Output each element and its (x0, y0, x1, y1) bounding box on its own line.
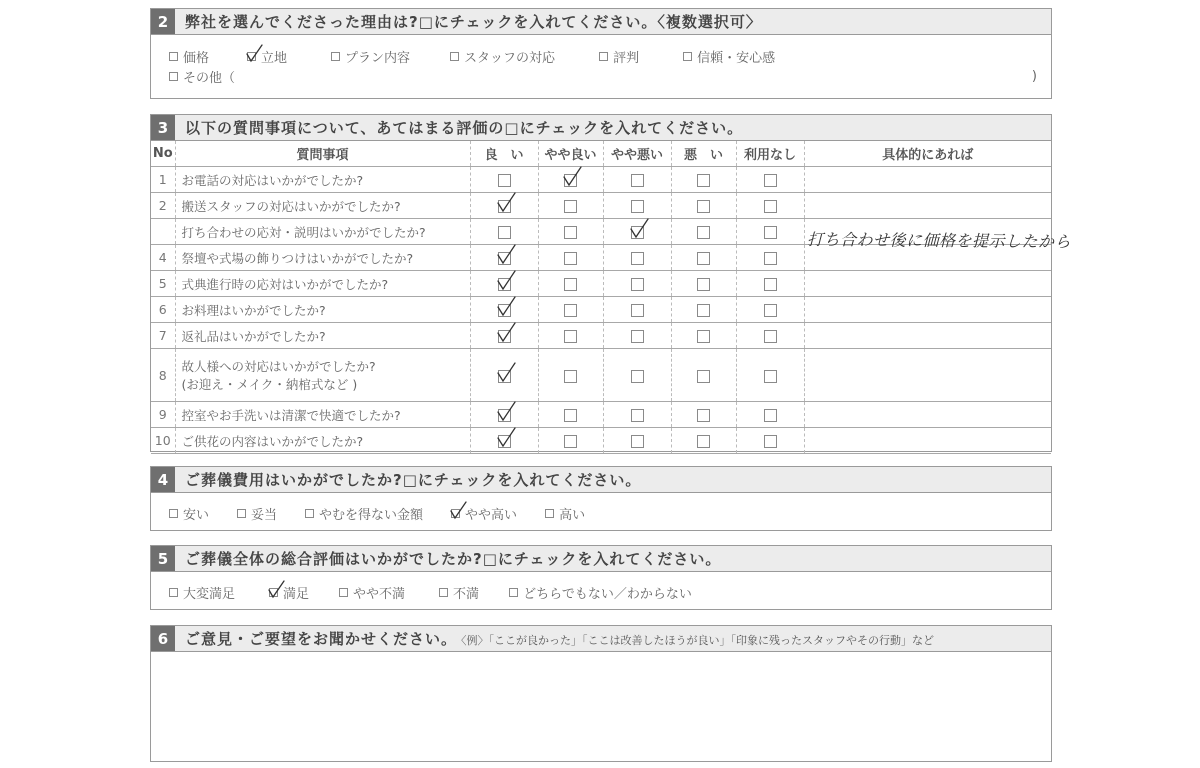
option-sec5-2[interactable] (339, 583, 405, 602)
section-4-options (151, 503, 1051, 523)
rating-cell (470, 167, 538, 193)
rating-cell (671, 402, 736, 428)
rating-checkbox[interactable] (498, 370, 511, 383)
question-text: お料理はいかがでしたか? (181, 302, 326, 318)
row-number: 4 (151, 245, 175, 271)
section-2 (150, 8, 1052, 99)
section-3-header (151, 115, 1051, 141)
rating-table-body (151, 167, 1051, 454)
section-4-header (151, 467, 1051, 493)
checkbox[interactable] (305, 509, 314, 518)
checkbox[interactable] (237, 509, 246, 518)
checkbox[interactable] (169, 588, 178, 597)
rating-cell (538, 402, 603, 428)
rating-checkbox[interactable] (697, 370, 710, 383)
rating-checkbox[interactable] (564, 278, 577, 291)
check-mark-icon (495, 191, 517, 215)
rating-cell (470, 349, 538, 402)
comment-area[interactable] (151, 652, 1051, 760)
rating-cell (603, 402, 671, 428)
rating-cell (736, 428, 804, 454)
checkbox[interactable] (339, 588, 348, 597)
option-sec2-5[interactable] (683, 47, 775, 66)
checkbox[interactable] (599, 52, 608, 61)
rating-cell (671, 349, 736, 402)
rating-cell (671, 323, 736, 349)
question-text: 返礼品はいかがでしたか? (181, 328, 326, 344)
question-text: 控室やお手洗いは清潔で快適でしたか? (181, 407, 401, 423)
rating-checkbox[interactable] (564, 435, 577, 448)
option-sec4-3[interactable] (451, 504, 517, 523)
rating-cell (736, 193, 804, 219)
section-2-other-row (151, 66, 1051, 86)
rating-cell (470, 402, 538, 428)
rating-cell (736, 167, 804, 193)
row-number (151, 219, 175, 245)
rating-cell (470, 428, 538, 454)
checkbox[interactable] (509, 588, 518, 597)
section-5-options (151, 582, 1051, 602)
rating-checkbox[interactable] (564, 304, 577, 317)
check-mark-icon (495, 295, 517, 319)
section-6 (150, 625, 1052, 762)
option-label: 価格 (183, 50, 210, 66)
option-label: 立地 (261, 50, 288, 66)
rating-cell (603, 271, 671, 297)
table-row (151, 297, 1051, 323)
rating-checkbox[interactable] (764, 174, 777, 187)
note-cell[interactable] (804, 193, 1051, 219)
section-5 (150, 545, 1052, 610)
row-number: 6 (151, 297, 175, 323)
rating-checkbox[interactable] (631, 252, 644, 265)
option-label: どちらでもない／わからない (523, 586, 692, 602)
rating-checkbox[interactable] (498, 200, 511, 213)
rating-cell (470, 271, 538, 297)
rating-table-header (151, 141, 1051, 167)
other-close-paren: ) (1031, 68, 1037, 84)
check-mark-icon (495, 269, 517, 293)
rating-checkbox[interactable] (697, 252, 710, 265)
rating-cell (470, 219, 538, 245)
rating-cell (538, 219, 603, 245)
table-header-3: やや良い (538, 141, 603, 167)
rating-checkbox[interactable] (631, 330, 644, 343)
table-header-4: やや悪い (603, 141, 671, 167)
rating-checkbox[interactable] (498, 409, 511, 422)
table-row (151, 402, 1051, 428)
rating-checkbox[interactable] (631, 200, 644, 213)
rating-checkbox[interactable] (697, 330, 710, 343)
section-4 (150, 466, 1052, 531)
checkbox[interactable] (269, 588, 278, 597)
rating-checkbox[interactable] (498, 330, 511, 343)
table-row (151, 193, 1051, 219)
handwritten-note: 打ち合わせ後に価格を提示したから (806, 229, 1072, 252)
note-cell[interactable] (804, 402, 1051, 428)
row-number: 2 (151, 193, 175, 219)
option-sec5-0[interactable] (169, 583, 235, 602)
section-2-title: 弊社を選んでくださった理由は?□にチェックを入れてください。〈複数選択可〉 (185, 13, 762, 31)
section-3-number: 3 (151, 115, 175, 140)
rating-cell (671, 428, 736, 454)
option-label: やや高い (465, 507, 518, 523)
rating-cell (538, 349, 603, 402)
section-4-title: ご葬儀費用はいかがでしたか?□にチェックを入れてください。 (185, 471, 642, 489)
option-sec5-1[interactable] (269, 583, 309, 602)
rating-cell (538, 193, 603, 219)
question-text: 搬送スタッフの対応はいかがでしたか? (181, 198, 401, 214)
rating-checkbox[interactable] (564, 252, 577, 265)
question-text: 故人様への対応はいかがでしたか? (181, 359, 376, 374)
row-number: 8 (151, 349, 175, 402)
option-label: 大変満足 (183, 586, 236, 602)
rating-checkbox[interactable] (498, 435, 511, 448)
question-cell (175, 428, 470, 454)
rating-checkbox[interactable] (564, 330, 577, 343)
note-cell[interactable] (804, 349, 1051, 402)
section-6-header (151, 626, 1051, 652)
option-sec2-2[interactable] (331, 47, 410, 66)
rating-checkbox[interactable] (631, 226, 644, 239)
note-cell[interactable] (804, 167, 1051, 193)
rating-cell (603, 167, 671, 193)
option-label: 安い (183, 507, 210, 523)
question-text: 式典進行時の応対はいかがでしたか? (181, 276, 389, 292)
rating-checkbox[interactable] (697, 435, 710, 448)
rating-cell (603, 428, 671, 454)
question-text: お電話の対応はいかがでしたか? (181, 172, 364, 188)
table-header-1: 質問事項 (175, 141, 470, 167)
rating-table (151, 141, 1051, 454)
section-6-number: 6 (151, 626, 175, 651)
rating-cell (736, 349, 804, 402)
option-sec4-2[interactable] (305, 504, 423, 523)
table-row (151, 167, 1051, 193)
option-label: 高い (559, 507, 586, 523)
rating-checkbox[interactable] (564, 370, 577, 383)
rating-checkbox[interactable] (764, 370, 777, 383)
row-number: 7 (151, 323, 175, 349)
table-row (151, 271, 1051, 297)
rating-cell (470, 193, 538, 219)
table-header-2: 良 い (470, 141, 538, 167)
question-subtext: (お迎え・メイク・納棺式など ) (181, 377, 358, 392)
checkbox[interactable] (683, 52, 692, 61)
note-cell[interactable] (804, 323, 1051, 349)
rating-cell (671, 297, 736, 323)
rating-checkbox[interactable] (564, 200, 577, 213)
question-cell (175, 323, 470, 349)
section-6-example-note: 〈例〉「ここが良かった」「ここは改善したほうが良い」「印象に残ったスタッフやその行動」など (461, 634, 935, 647)
option-sec4-4[interactable] (545, 504, 585, 523)
rating-checkbox[interactable] (498, 278, 511, 291)
rating-checkbox[interactable] (764, 435, 777, 448)
table-header-0: No (151, 141, 175, 167)
rating-cell (736, 271, 804, 297)
rating-checkbox[interactable] (697, 409, 710, 422)
check-mark-icon (495, 243, 517, 267)
section-2-other-option[interactable] (169, 67, 235, 86)
checkbox[interactable] (439, 588, 448, 597)
section-5-title: ご葬儀全体の総合評価はいかがでしたか?□にチェックを入れてください。 (185, 550, 722, 568)
checkbox[interactable] (169, 509, 178, 518)
option-sec5-3[interactable] (439, 583, 479, 602)
rating-cell (538, 167, 603, 193)
rating-cell (603, 349, 671, 402)
rating-cell (470, 297, 538, 323)
row-number: 9 (151, 402, 175, 428)
option-label: スタッフの対応 (464, 50, 556, 66)
note-cell[interactable] (804, 297, 1051, 323)
table-row (151, 349, 1051, 402)
rating-cell (603, 297, 671, 323)
rating-cell (538, 245, 603, 271)
rating-checkbox[interactable] (564, 174, 577, 187)
option-label: プラン内容 (345, 50, 411, 66)
rating-cell (736, 323, 804, 349)
question-cell (175, 167, 470, 193)
question-cell (175, 349, 470, 402)
rating-checkbox[interactable] (697, 174, 710, 187)
question-text: 祭壇や式場の飾りつけはいかがでしたか? (181, 250, 414, 266)
checkbox[interactable] (450, 52, 459, 61)
option-label: 信頼・安心感 (697, 50, 776, 66)
note-cell[interactable] (804, 428, 1051, 454)
check-mark-icon (628, 217, 650, 241)
rating-checkbox[interactable] (764, 409, 777, 422)
section-3 (150, 114, 1052, 452)
question-cell (175, 297, 470, 323)
option-label: やむを得ない金額 (319, 507, 424, 523)
rating-checkbox[interactable] (498, 174, 511, 187)
check-mark-icon (495, 321, 517, 345)
option-sec2-4[interactable] (599, 47, 639, 66)
other-label: その他（ (183, 70, 236, 86)
rating-checkbox[interactable] (564, 226, 577, 239)
rating-cell (603, 245, 671, 271)
option-sec4-0[interactable] (169, 504, 209, 523)
rating-checkbox[interactable] (764, 330, 777, 343)
rating-cell (538, 297, 603, 323)
rating-cell (736, 219, 804, 245)
rating-checkbox[interactable] (498, 252, 511, 265)
option-sec2-3[interactable] (450, 47, 555, 66)
option-label: 評判 (613, 50, 640, 66)
option-label: 不満 (453, 586, 480, 602)
rating-cell (671, 193, 736, 219)
rating-cell (736, 245, 804, 271)
row-number: 10 (151, 428, 175, 454)
question-cell (175, 271, 470, 297)
option-label: 妥当 (251, 507, 278, 523)
option-sec4-1[interactable] (237, 504, 277, 523)
rating-checkbox[interactable] (498, 226, 511, 239)
rating-cell (470, 323, 538, 349)
rating-checkbox[interactable] (631, 278, 644, 291)
checkbox[interactable] (169, 52, 178, 61)
rating-checkbox[interactable] (564, 409, 577, 422)
rating-cell (538, 271, 603, 297)
rating-cell (671, 245, 736, 271)
section-4-number: 4 (151, 467, 175, 492)
rating-cell (671, 167, 736, 193)
rating-cell (671, 219, 736, 245)
question-cell (175, 245, 470, 271)
table-row (151, 428, 1051, 454)
check-mark-icon (561, 165, 583, 189)
question-text: 打ち合わせの応対・説明はいかがでしたか? (181, 224, 426, 240)
question-text: ご供花の内容はいかがでしたか? (181, 433, 364, 449)
rating-checkbox[interactable] (697, 278, 710, 291)
row-number: 5 (151, 271, 175, 297)
question-cell (175, 402, 470, 428)
checkbox[interactable] (247, 52, 256, 61)
rating-checkbox[interactable] (631, 435, 644, 448)
rating-checkbox[interactable] (764, 278, 777, 291)
question-cell (175, 219, 470, 245)
rating-cell (603, 323, 671, 349)
rating-checkbox[interactable] (697, 226, 710, 239)
checkbox[interactable] (331, 52, 340, 61)
section-2-options (151, 46, 1051, 66)
rating-checkbox[interactable] (631, 370, 644, 383)
rating-checkbox[interactable] (697, 200, 710, 213)
rating-cell (603, 219, 671, 245)
option-sec5-4[interactable] (509, 583, 692, 602)
section-2-number: 2 (151, 9, 175, 34)
check-mark-icon (495, 361, 517, 385)
rating-cell (538, 428, 603, 454)
table-row (151, 323, 1051, 349)
checkbox[interactable] (545, 509, 554, 518)
table-header-5: 悪 い (671, 141, 736, 167)
rating-checkbox[interactable] (631, 409, 644, 422)
rating-cell (671, 271, 736, 297)
rating-checkbox[interactable] (764, 226, 777, 239)
option-sec2-0[interactable] (169, 47, 209, 66)
rating-checkbox[interactable] (498, 304, 511, 317)
rating-checkbox[interactable] (631, 174, 644, 187)
table-header-7: 具体的にあれば (804, 141, 1051, 167)
note-cell[interactable] (804, 271, 1051, 297)
section-2-header (151, 9, 1051, 35)
section-3-title: 以下の質問事項について、あてはまる評価の□にチェックを入れてください。 (185, 119, 744, 137)
section-5-header (151, 546, 1051, 572)
rating-checkbox[interactable] (764, 252, 777, 265)
option-label: 満足 (283, 586, 310, 602)
check-mark-icon (495, 400, 517, 424)
rating-cell (603, 193, 671, 219)
question-cell (175, 193, 470, 219)
checkbox[interactable] (451, 509, 460, 518)
rating-cell (538, 323, 603, 349)
rating-cell (470, 245, 538, 271)
row-number: 1 (151, 167, 175, 193)
rating-checkbox[interactable] (697, 304, 710, 317)
table-header-6: 利用なし (736, 141, 804, 167)
section-6-title (185, 628, 934, 649)
option-sec2-1[interactable] (247, 47, 287, 66)
check-mark-icon (495, 426, 517, 450)
rating-cell (736, 402, 804, 428)
checkbox[interactable] (169, 72, 178, 81)
rating-checkbox[interactable] (764, 304, 777, 317)
section-5-number: 5 (151, 546, 175, 571)
rating-cell (736, 297, 804, 323)
option-label: やや不満 (353, 586, 406, 602)
rating-checkbox[interactable] (631, 304, 644, 317)
section-6-title-text: ご意見・ご要望をお聞かせください。 (185, 630, 458, 648)
rating-checkbox[interactable] (764, 200, 777, 213)
